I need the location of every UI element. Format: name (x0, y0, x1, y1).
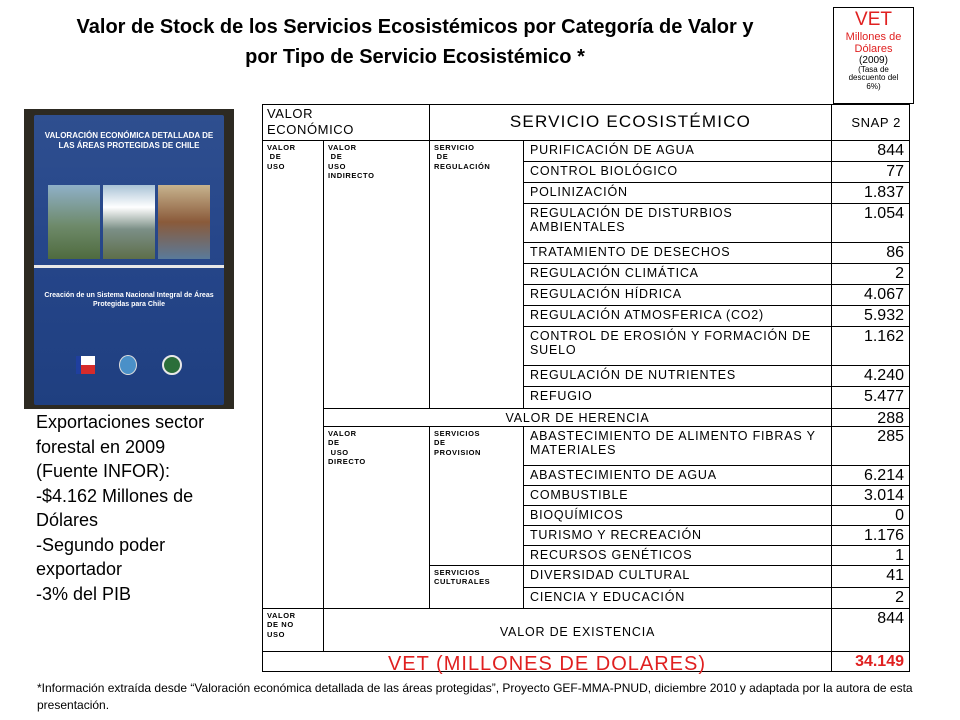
category-servicios-culturales: SERVICIOS CULTURALES (429, 565, 524, 609)
service-name: TURISMO Y RECREACIÓN (523, 525, 832, 546)
book-cover-title: VALORACIÓN ECONÓMICA DETALLADA DE LAS ÁREAS PROTEGIDAS DE CHILE (44, 131, 214, 150)
slide-title-line-2: por Tipo de Servicio Ecosistémico * (245, 46, 585, 68)
category-valor-no-uso: VALOR DE NO USO (262, 608, 324, 652)
vet-unit-line-2: Dólares (854, 42, 893, 55)
category-valor-uso-indirecto: VALOR DE USO INDIRECTO (323, 140, 430, 409)
service-value: 844 (831, 140, 910, 162)
category-servicio-regulacion: SERVICIO DE REGULACIÓN (429, 140, 524, 409)
vet-unit-line-1: Millones de (845, 30, 902, 43)
footnote: *Información extraída desde “Valoración económica detallada de las áreas protegidas”, Proyecto GEF-MMA-PNUD, diciembre 2010 y adaptada por la autora de esta presentación. (37, 681, 913, 712)
service-value-herencia: 288 (831, 408, 910, 427)
book-cover-photo (24, 109, 234, 409)
header-servicio-ecosistemico: SERVICIO ECOSISTÉMICO (429, 104, 832, 141)
forestry-exports-note (36, 410, 251, 606)
service-name-herencia: VALOR DE HERENCIA (323, 408, 832, 427)
header-snap2: SNAP 2 (831, 104, 910, 141)
book-cover-stripe (34, 265, 224, 268)
service-name: POLINIZACIÓN (523, 182, 832, 204)
service-name: TRATAMIENTO DE DESECHOS (523, 242, 832, 264)
note-line: -$4.162 Millones de (36, 485, 194, 506)
note-line: Exportaciones sector (36, 412, 205, 432)
book-cover (34, 115, 224, 405)
book-cover-landscape-photos (48, 185, 210, 259)
landscape-photo-2 (103, 185, 155, 259)
service-value: 1.176 (831, 525, 910, 546)
vet-rate-line-3: 6%) (866, 81, 881, 91)
header-valor-economico-line-1: VALOR (267, 106, 314, 121)
note-line: (Fuente INFOR): (36, 461, 171, 481)
header-valor-economico (262, 104, 430, 141)
vet-rate-line-2: descuento del (848, 73, 899, 83)
service-name: CONTROL DE EROSIÓN Y FORMACIÓN DE SUELO (523, 326, 832, 366)
vet-year: (2009) (859, 55, 888, 67)
total-vet-label: VET (MILLONES DE DOLARES) (262, 651, 832, 672)
service-value: 1 (831, 545, 910, 566)
undp-logo-icon (119, 355, 137, 375)
note-line: exportador (36, 559, 123, 579)
slide-title (20, 12, 810, 72)
service-value: 0 (831, 505, 910, 526)
service-name: RECURSOS GENÉTICOS (523, 545, 832, 566)
service-name: PURIFICACIÓN DE AGUA (523, 140, 832, 162)
service-value: 1.054 (831, 203, 910, 243)
vet-label: VET (855, 9, 892, 30)
service-value: 2 (831, 263, 910, 285)
vet-legend-box (833, 7, 914, 104)
service-value: 1.837 (831, 182, 910, 204)
header-valor-economico-line-2: ECONÓMICO (267, 121, 355, 137)
service-value: 6.214 (831, 465, 910, 486)
service-value: 4.240 (831, 365, 910, 387)
service-value: 2 (831, 587, 910, 609)
slide-title-line-1: Valor de Stock de los Servicios Ecosistémicos por Categoría de Valor y (76, 16, 754, 38)
service-value: 5.932 (831, 305, 910, 327)
category-valor-uso-directo: VALOR DE USO DIRECTO (323, 426, 430, 609)
service-name: REGULACIÓN DE NUTRIENTES (523, 365, 832, 387)
service-value: 86 (831, 242, 910, 264)
service-value: 285 (831, 426, 910, 466)
note-line: forestal en 2009 (36, 436, 166, 457)
service-value-existencia: 844 (831, 608, 910, 652)
service-name: CIENCIA Y EDUCACIÓN (523, 587, 832, 609)
category-valor-de-uso: VALOR DE USO (262, 140, 324, 609)
service-name: REFUGIO (523, 386, 832, 409)
service-name: REGULACIÓN ATMOSFERICA (CO2) (523, 305, 832, 327)
category-servicios-provision: SERVICIOS DE PROVISION (429, 426, 524, 566)
note-line: -Segundo poder (36, 534, 166, 555)
landscape-photo-1 (48, 185, 100, 259)
note-line: -3% del PIB (36, 583, 132, 604)
vet-rate-line-1: (Tasa de (858, 65, 889, 75)
total-vet-value: 34.149 (831, 651, 910, 672)
service-name: ABASTECIMIENTO DE ALIMENTO FIBRAS Y MATERIALES (523, 426, 832, 466)
service-name: REGULACIÓN HÍDRICA (523, 284, 832, 306)
service-name: CONTROL BIOLÓGICO (523, 161, 832, 183)
service-name-existencia: VALOR DE EXISTENCIA (323, 608, 832, 652)
ecosystem-services-table (262, 104, 910, 675)
book-cover-subtitle: Creación de un Sistema Nacional Integral de Áreas Protegidas para Chile (44, 292, 214, 309)
service-value: 1.162 (831, 326, 910, 366)
service-value: 77 (831, 161, 910, 183)
service-value: 41 (831, 565, 910, 588)
note-line: Dólares (36, 510, 99, 530)
service-value: 4.067 (831, 284, 910, 306)
service-name: BIOQUÍMICOS (523, 505, 832, 526)
service-name: REGULACIÓN CLIMÁTICA (523, 263, 832, 285)
service-value: 3.014 (831, 485, 910, 506)
chile-government-logo-icon (76, 356, 95, 374)
book-cover-logos (64, 355, 194, 375)
service-name: REGULACIÓN DE DISTURBIOS AMBIENTALES (523, 203, 832, 243)
service-name: ABASTECIMIENTO DE AGUA (523, 465, 832, 486)
service-name: DIVERSIDAD CULTURAL (523, 565, 832, 588)
service-name: COMBUSTIBLE (523, 485, 832, 506)
landscape-photo-3 (158, 185, 210, 259)
gef-logo-icon (162, 355, 182, 375)
service-value: 5.477 (831, 386, 910, 409)
